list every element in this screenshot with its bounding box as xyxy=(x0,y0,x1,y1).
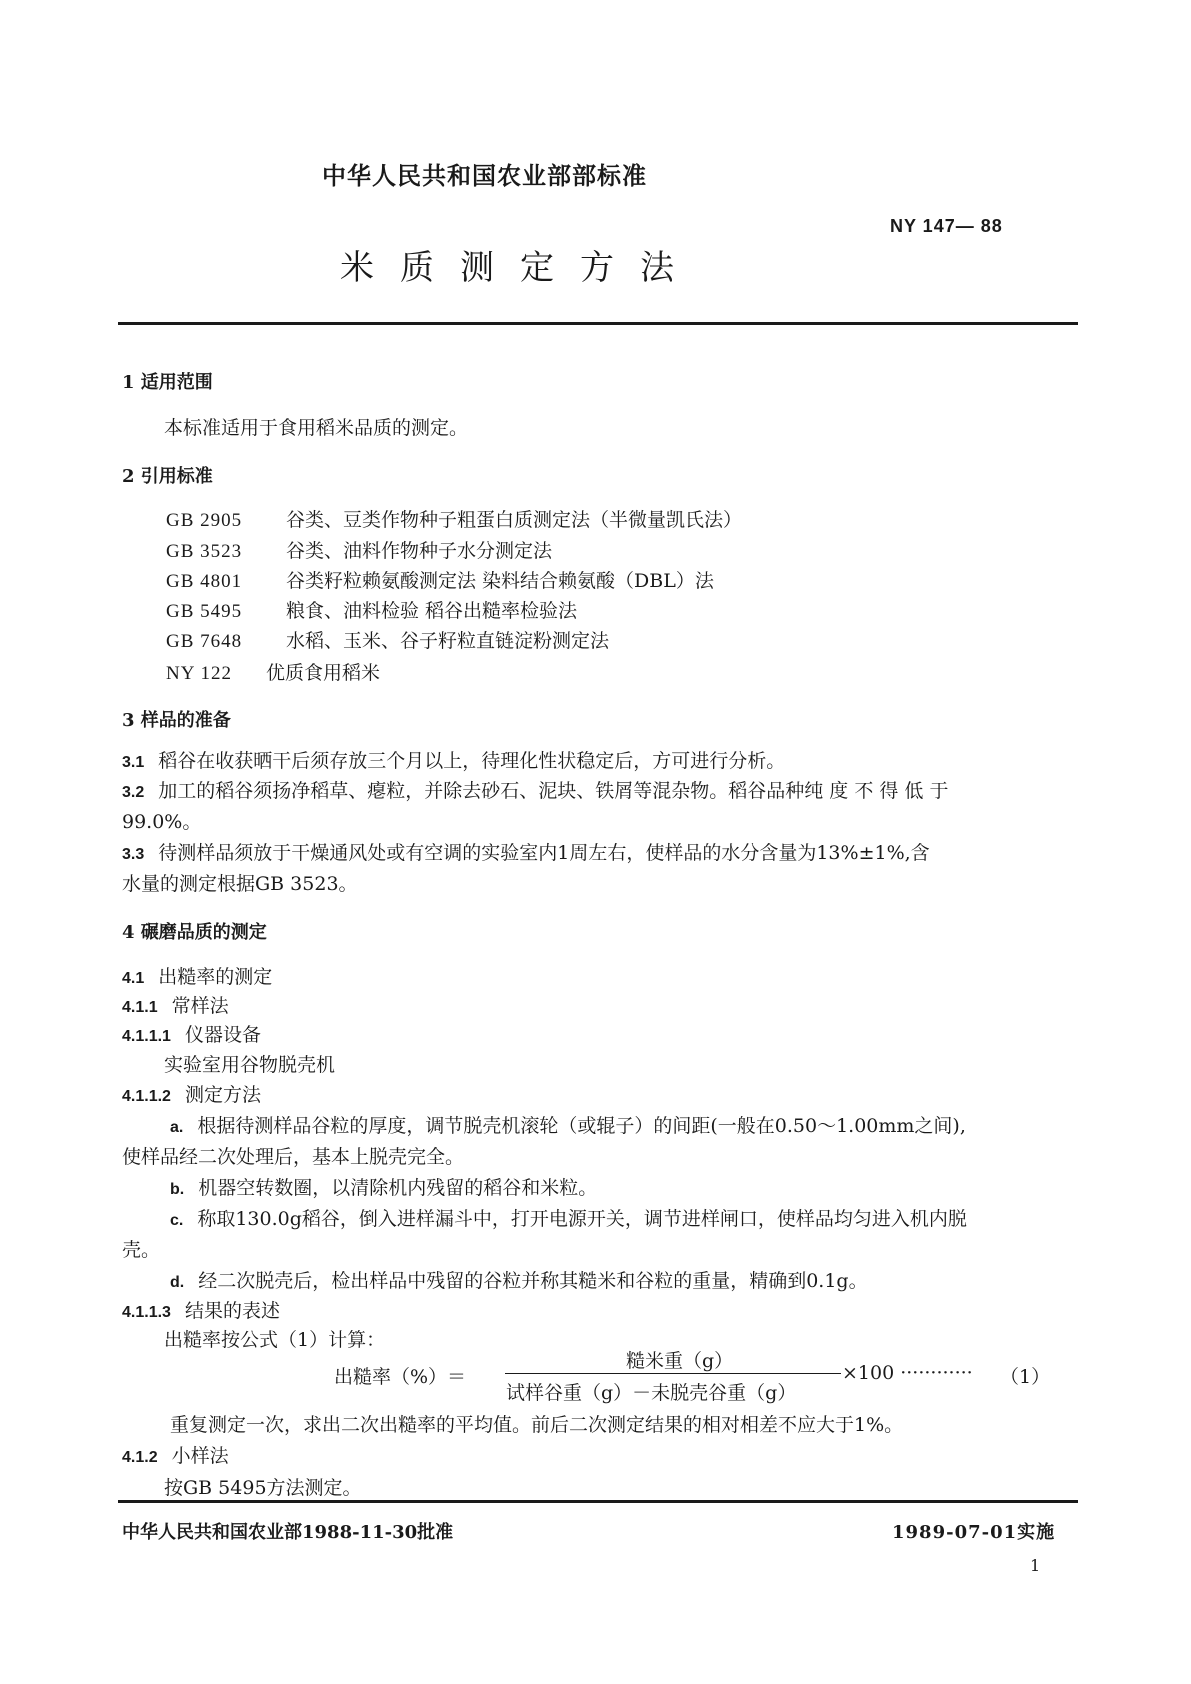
step-a: a. 根据待测样品谷粒的厚度，调节脱壳机滚轮（或辊子）的间距(一般在0.50～1.00mm之间), xyxy=(170,1115,966,1137)
reference-item: GB 7648 水稻、玉米、谷子籽粒直链淀粉测定法 xyxy=(166,630,610,652)
reference-item: GB 2905 谷类、豆类作物种子粗蛋白质测定法（半微量凯氏法） xyxy=(166,509,743,531)
section-1-heading: 1 适用范围 xyxy=(122,372,213,393)
step-c: c. 称取130.0g稻谷，倒入进样漏斗中，打开电源开关，调节进样闸口，使样品均匀进入机内脱 xyxy=(170,1208,967,1230)
clause-4-1-1-1: 4.1.1.1 仪器设备 xyxy=(122,1024,261,1046)
repeat-text: 重复测定一次，求出二次出糙率的平均值。前后二次测定结果的相对相差不应大于1%。 xyxy=(170,1414,904,1436)
issuing-organization: 中华人民共和国农业部部标准 xyxy=(322,161,647,190)
step-a-cont: 使样品经二次处理后，基本上脱壳完全。 xyxy=(122,1146,465,1168)
clause-3-1: 3.1 稻谷在收获晒干后须存放三个月以上，待理化性状稳定后，方可进行分析。 xyxy=(122,750,786,772)
formula-denominator: 试样谷重（g）－未脱壳谷重（g） xyxy=(506,1382,797,1404)
section-4-heading: 4 碾磨品质的测定 xyxy=(122,922,267,943)
clause-3-2-cont: 99.0%。 xyxy=(122,811,202,833)
clause-4-1-2: 4.1.2 小样法 xyxy=(122,1445,229,1467)
section-3-heading: 3 样品的准备 xyxy=(122,710,231,731)
reference-item: GB 4801 谷类籽粒赖氨酸测定法 染料结合赖氨酸（DBL）法 xyxy=(166,570,714,592)
reference-item: NY 122 优质食用稻米 xyxy=(166,662,381,684)
clause-3-3: 3.3 待测样品须放于干燥通风处或有空调的实验室内1周左右，使样品的水分含量为13%±1%,含 xyxy=(122,842,930,864)
step-d: d. 经二次脱壳后，检出样品中残留的谷粒并称其糙米和谷粒的重量，精确到0.1g。 xyxy=(170,1270,868,1292)
section-2-heading: 2 引用标准 xyxy=(122,466,213,487)
clause-3-2: 3.2 加工的稻谷须扬净稻草、瘪粒，并除去砂石、泥块、铁屑等混杂物。稻谷品种纯 度 不 得 低 于 xyxy=(122,780,949,802)
standard-code: NY 147— 88 xyxy=(890,216,1003,236)
clause-3-3-cont: 水量的测定根据GB 3523。 xyxy=(122,873,358,895)
formula-numerator: 糙米重（g） xyxy=(626,1350,734,1372)
clause-4-1-1: 4.1.1 常样法 xyxy=(122,995,229,1017)
approval-date: 中华人民共和国农业部1988-11-30批准 xyxy=(122,1522,454,1543)
section-1-text: 本标准适用于食用稻米品质的测定。 xyxy=(164,417,469,439)
clause-4-1: 4.1 出糙率的测定 xyxy=(122,966,273,988)
equipment-text: 实验室用谷物脱壳机 xyxy=(164,1054,336,1076)
formula-number: （1） xyxy=(1000,1366,1051,1388)
document-title: 米质测定方法 xyxy=(340,248,700,288)
formula-multiplier: ×100 ············ xyxy=(842,1362,973,1384)
clause-4-1-1-2: 4.1.1.2 测定方法 xyxy=(122,1084,261,1106)
formula-lhs: 出糙率（%）＝ xyxy=(334,1366,467,1388)
page-number: 1 xyxy=(1030,1556,1041,1575)
formula-intro: 出糙率按公式（1）计算： xyxy=(164,1329,386,1351)
small-sample-text: 按GB 5495方法测定。 xyxy=(164,1477,362,1499)
fraction-bar xyxy=(505,1373,841,1374)
reference-item: GB 5495 粮食、油料检验 稻谷出糙率检验法 xyxy=(166,600,578,622)
step-c-cont: 壳。 xyxy=(122,1239,161,1261)
header-rule xyxy=(118,322,1078,325)
footer-rule xyxy=(118,1500,1078,1503)
effective-date: 1989-07-01实施 xyxy=(892,1522,1056,1543)
clause-4-1-1-3: 4.1.1.3 结果的表述 xyxy=(122,1300,280,1322)
reference-item: GB 3523 谷类、油料作物种子水分测定法 xyxy=(166,540,553,562)
step-b: b. 机器空转数圈，以清除机内残留的稻谷和米粒。 xyxy=(170,1177,598,1199)
